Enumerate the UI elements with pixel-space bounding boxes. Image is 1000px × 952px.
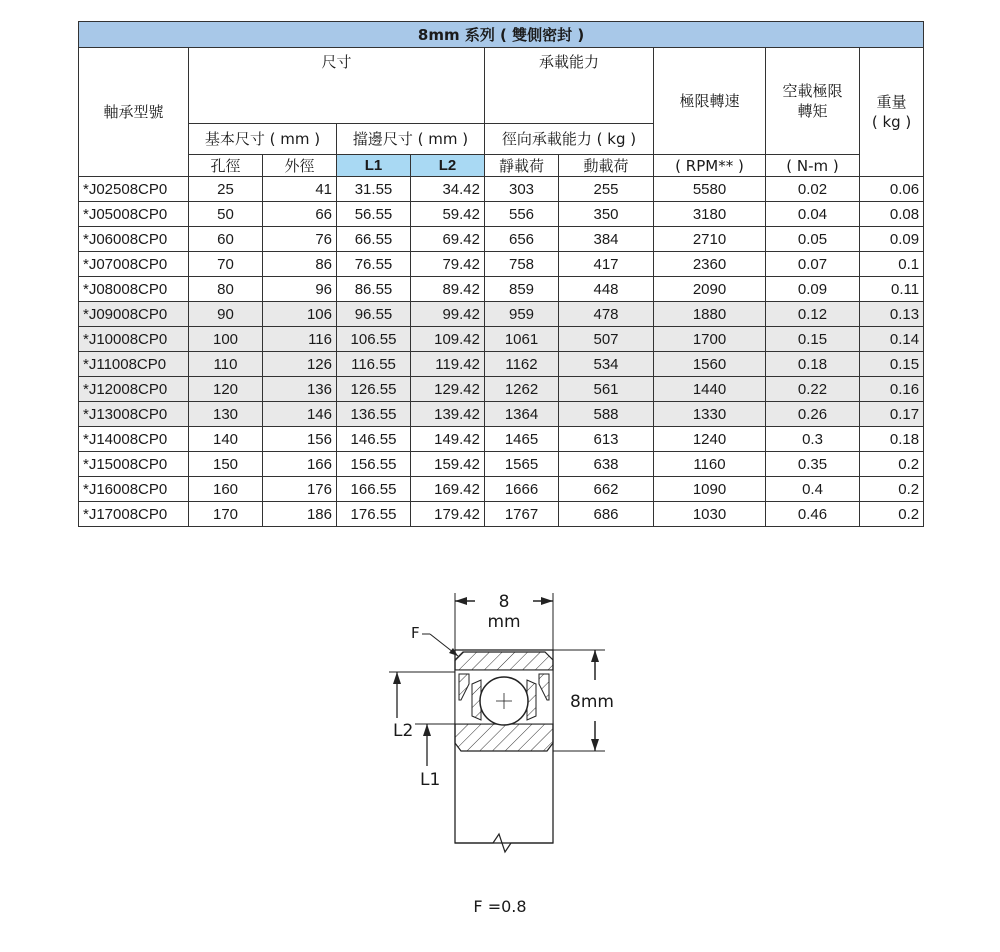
value-cell: 0.26 xyxy=(766,402,860,427)
model-cell: *J09008CP0 xyxy=(79,302,189,327)
header-dynamic: 動載荷 xyxy=(559,155,654,177)
model-cell: *J07008CP0 xyxy=(79,252,189,277)
value-cell: 1440 xyxy=(654,377,766,402)
value-cell: 1061 xyxy=(485,327,559,352)
l1-label-text: L1 xyxy=(420,770,441,790)
value-cell: 1240 xyxy=(654,427,766,452)
value-cell: 859 xyxy=(485,277,559,302)
value-cell: 1262 xyxy=(485,377,559,402)
height-dimension xyxy=(553,650,614,751)
header-basic-size: 基本尺寸 ( mm ) xyxy=(189,124,337,155)
table-row xyxy=(79,277,924,302)
table-title: 8mm 系列 ( 雙側密封 ) xyxy=(79,22,924,48)
model-cell: *J10008CP0 xyxy=(79,327,189,352)
model-cell: *J02508CP0 xyxy=(79,177,189,202)
l1-label xyxy=(420,770,440,790)
value-cell: 106 xyxy=(263,302,337,327)
value-cell: 0.05 xyxy=(766,227,860,252)
model-cell: *J12008CP0 xyxy=(79,377,189,402)
value-cell: 303 xyxy=(485,177,559,202)
header-weight-line1: 重量 xyxy=(876,93,907,111)
value-cell: 0.16 xyxy=(860,377,924,402)
table-row xyxy=(79,502,924,527)
value-cell: 86 xyxy=(263,252,337,277)
value-cell: 1565 xyxy=(485,452,559,477)
model-cell: *J14008CP0 xyxy=(79,427,189,452)
value-cell: 96.55 xyxy=(337,302,411,327)
value-cell: 0.11 xyxy=(860,277,924,302)
value-cell: 149.42 xyxy=(411,427,485,452)
value-cell: 50 xyxy=(189,202,263,227)
value-cell: 1330 xyxy=(654,402,766,427)
value-cell: 90 xyxy=(189,302,263,327)
value-cell: 384 xyxy=(559,227,654,252)
value-cell: 0.07 xyxy=(766,252,860,277)
value-cell: 56.55 xyxy=(337,202,411,227)
value-cell: 1162 xyxy=(485,352,559,377)
header-torque xyxy=(766,48,860,155)
value-cell: 76 xyxy=(263,227,337,252)
value-cell: 5580 xyxy=(654,177,766,202)
value-cell: 507 xyxy=(559,327,654,352)
value-cell: 41 xyxy=(263,177,337,202)
value-cell: 126 xyxy=(263,352,337,377)
model-cell: *J06008CP0 xyxy=(79,227,189,252)
header-speed-unit: ( RPM** ) xyxy=(654,155,766,177)
value-cell: 2360 xyxy=(654,252,766,277)
value-cell: 136.55 xyxy=(337,402,411,427)
value-cell: 0.46 xyxy=(766,502,860,527)
value-cell: 1465 xyxy=(485,427,559,452)
table-row xyxy=(79,477,924,502)
table-row xyxy=(79,452,924,477)
value-cell: 86.55 xyxy=(337,277,411,302)
value-cell: 70 xyxy=(189,252,263,277)
table-row xyxy=(79,202,924,227)
header-torque-line2: 轉矩 xyxy=(797,102,828,120)
table-row xyxy=(79,402,924,427)
model-cell: *J11008CP0 xyxy=(79,352,189,377)
value-cell: 116 xyxy=(263,327,337,352)
value-cell: 478 xyxy=(559,302,654,327)
value-cell: 66.55 xyxy=(337,227,411,252)
shoulder-dimensions xyxy=(389,672,455,790)
value-cell: 255 xyxy=(559,177,654,202)
value-cell: 166.55 xyxy=(337,477,411,502)
value-cell: 0.2 xyxy=(860,502,924,527)
value-cell: 350 xyxy=(559,202,654,227)
value-cell: 129.42 xyxy=(411,377,485,402)
header-dimensions: 尺寸 xyxy=(189,48,485,124)
model-cell: *J17008CP0 xyxy=(79,502,189,527)
value-cell: 156 xyxy=(263,427,337,452)
value-cell: 0.09 xyxy=(860,227,924,252)
value-cell: 150 xyxy=(189,452,263,477)
value-cell: 110 xyxy=(189,352,263,377)
value-cell: 59.42 xyxy=(411,202,485,227)
header-weight-line2: ( kg ) xyxy=(871,113,912,131)
value-cell: 561 xyxy=(559,377,654,402)
value-cell: 0.4 xyxy=(766,477,860,502)
table-body xyxy=(79,177,924,527)
table-row xyxy=(79,427,924,452)
value-cell: 170 xyxy=(189,502,263,527)
value-cell: 3180 xyxy=(654,202,766,227)
value-cell: 120 xyxy=(189,377,263,402)
value-cell: 959 xyxy=(485,302,559,327)
value-cell: 1767 xyxy=(485,502,559,527)
value-cell: 0.2 xyxy=(860,452,924,477)
value-cell: 0.12 xyxy=(766,302,860,327)
f-note: F =0.8 xyxy=(473,897,527,916)
value-cell: 25 xyxy=(189,177,263,202)
bearing-cross-section-drawing xyxy=(375,588,635,878)
value-cell: 156.55 xyxy=(337,452,411,477)
value-cell: 31.55 xyxy=(337,177,411,202)
l2-label-text: L2 xyxy=(393,721,414,741)
value-cell: 0.13 xyxy=(860,302,924,327)
value-cell: 1880 xyxy=(654,302,766,327)
value-cell: 662 xyxy=(559,477,654,502)
table-row xyxy=(79,252,924,277)
value-cell: 159.42 xyxy=(411,452,485,477)
value-cell: 106.55 xyxy=(337,327,411,352)
table-row xyxy=(79,327,924,352)
value-cell: 0.09 xyxy=(766,277,860,302)
value-cell: 0.18 xyxy=(860,427,924,452)
value-cell: 1560 xyxy=(654,352,766,377)
value-cell: 1666 xyxy=(485,477,559,502)
header-torque-line1: 空載極限 xyxy=(782,82,843,100)
value-cell: 100 xyxy=(189,327,263,352)
value-cell: 613 xyxy=(559,427,654,452)
value-cell: 0.2 xyxy=(860,477,924,502)
value-cell: 417 xyxy=(559,252,654,277)
value-cell: 1160 xyxy=(654,452,766,477)
table-row xyxy=(79,352,924,377)
value-cell: 0.15 xyxy=(766,327,860,352)
value-cell: 638 xyxy=(559,452,654,477)
header-radial-load: 徑向承載能力 ( kg ) xyxy=(485,124,654,155)
header-model: 軸承型號 xyxy=(79,48,189,177)
value-cell: 588 xyxy=(559,402,654,427)
header-outer: 外徑 xyxy=(263,155,337,177)
value-cell: 0.06 xyxy=(860,177,924,202)
value-cell: 448 xyxy=(559,277,654,302)
value-cell: 0.15 xyxy=(860,352,924,377)
value-cell: 1090 xyxy=(654,477,766,502)
value-cell: 0.22 xyxy=(766,377,860,402)
value-cell: 99.42 xyxy=(411,302,485,327)
value-cell: 0.02 xyxy=(766,177,860,202)
model-cell: *J08008CP0 xyxy=(79,277,189,302)
value-cell: 556 xyxy=(485,202,559,227)
value-cell: 686 xyxy=(559,502,654,527)
value-cell: 0.1 xyxy=(860,252,924,277)
table-row xyxy=(79,227,924,252)
value-cell: 60 xyxy=(189,227,263,252)
value-cell: 130 xyxy=(189,402,263,427)
value-cell: 126.55 xyxy=(337,377,411,402)
header-l1: L1 xyxy=(337,155,411,177)
value-cell: 0.18 xyxy=(766,352,860,377)
value-cell: 79.42 xyxy=(411,252,485,277)
value-cell: 0.08 xyxy=(860,202,924,227)
value-cell: 140 xyxy=(189,427,263,452)
width-value: 8 xyxy=(498,592,510,612)
value-cell: 69.42 xyxy=(411,227,485,252)
height-label: 8mm xyxy=(570,692,614,712)
header-shoulder-size: 擋邊尺寸 ( mm ) xyxy=(337,124,485,155)
value-cell: 136 xyxy=(263,377,337,402)
table-row xyxy=(79,377,924,402)
value-cell: 139.42 xyxy=(411,402,485,427)
width-unit: mm xyxy=(487,612,521,632)
value-cell: 0.04 xyxy=(766,202,860,227)
value-cell: 0.14 xyxy=(860,327,924,352)
model-cell: *J05008CP0 xyxy=(79,202,189,227)
value-cell: 534 xyxy=(559,352,654,377)
value-cell: 0.17 xyxy=(860,402,924,427)
value-cell: 146 xyxy=(263,402,337,427)
header-l2: L2 xyxy=(411,155,485,177)
value-cell: 0.35 xyxy=(766,452,860,477)
value-cell: 66 xyxy=(263,202,337,227)
value-cell: 186 xyxy=(263,502,337,527)
header-static: 靜載荷 xyxy=(485,155,559,177)
value-cell: 166 xyxy=(263,452,337,477)
value-cell: 169.42 xyxy=(411,477,485,502)
model-cell: *J13008CP0 xyxy=(79,402,189,427)
model-cell: *J16008CP0 xyxy=(79,477,189,502)
value-cell: 176 xyxy=(263,477,337,502)
header-load-capacity: 承載能力 xyxy=(485,48,654,124)
table-row xyxy=(79,302,924,327)
width-dimension xyxy=(455,592,553,650)
value-cell: 1700 xyxy=(654,327,766,352)
spec-table xyxy=(78,21,924,527)
model-cell: *J15008CP0 xyxy=(79,452,189,477)
value-cell: 80 xyxy=(189,277,263,302)
value-cell: 758 xyxy=(485,252,559,277)
value-cell: 2090 xyxy=(654,277,766,302)
value-cell: 119.42 xyxy=(411,352,485,377)
value-cell: 179.42 xyxy=(411,502,485,527)
value-cell: 116.55 xyxy=(337,352,411,377)
header-bore: 孔徑 xyxy=(189,155,263,177)
l2-label xyxy=(393,721,413,741)
value-cell: 1030 xyxy=(654,502,766,527)
header-speed: 極限轉速 xyxy=(654,48,766,155)
table-row xyxy=(79,177,924,202)
header-weight xyxy=(860,48,924,177)
value-cell: 146.55 xyxy=(337,427,411,452)
f-label: F xyxy=(411,624,420,642)
value-cell: 89.42 xyxy=(411,277,485,302)
value-cell: 2710 xyxy=(654,227,766,252)
value-cell: 176.55 xyxy=(337,502,411,527)
value-cell: 656 xyxy=(485,227,559,252)
bearing-section xyxy=(455,650,553,852)
value-cell: 109.42 xyxy=(411,327,485,352)
header-torque-unit: ( N-m ) xyxy=(766,155,860,177)
value-cell: 160 xyxy=(189,477,263,502)
value-cell: 76.55 xyxy=(337,252,411,277)
value-cell: 0.3 xyxy=(766,427,860,452)
value-cell: 96 xyxy=(263,277,337,302)
value-cell: 34.42 xyxy=(411,177,485,202)
value-cell: 1364 xyxy=(485,402,559,427)
